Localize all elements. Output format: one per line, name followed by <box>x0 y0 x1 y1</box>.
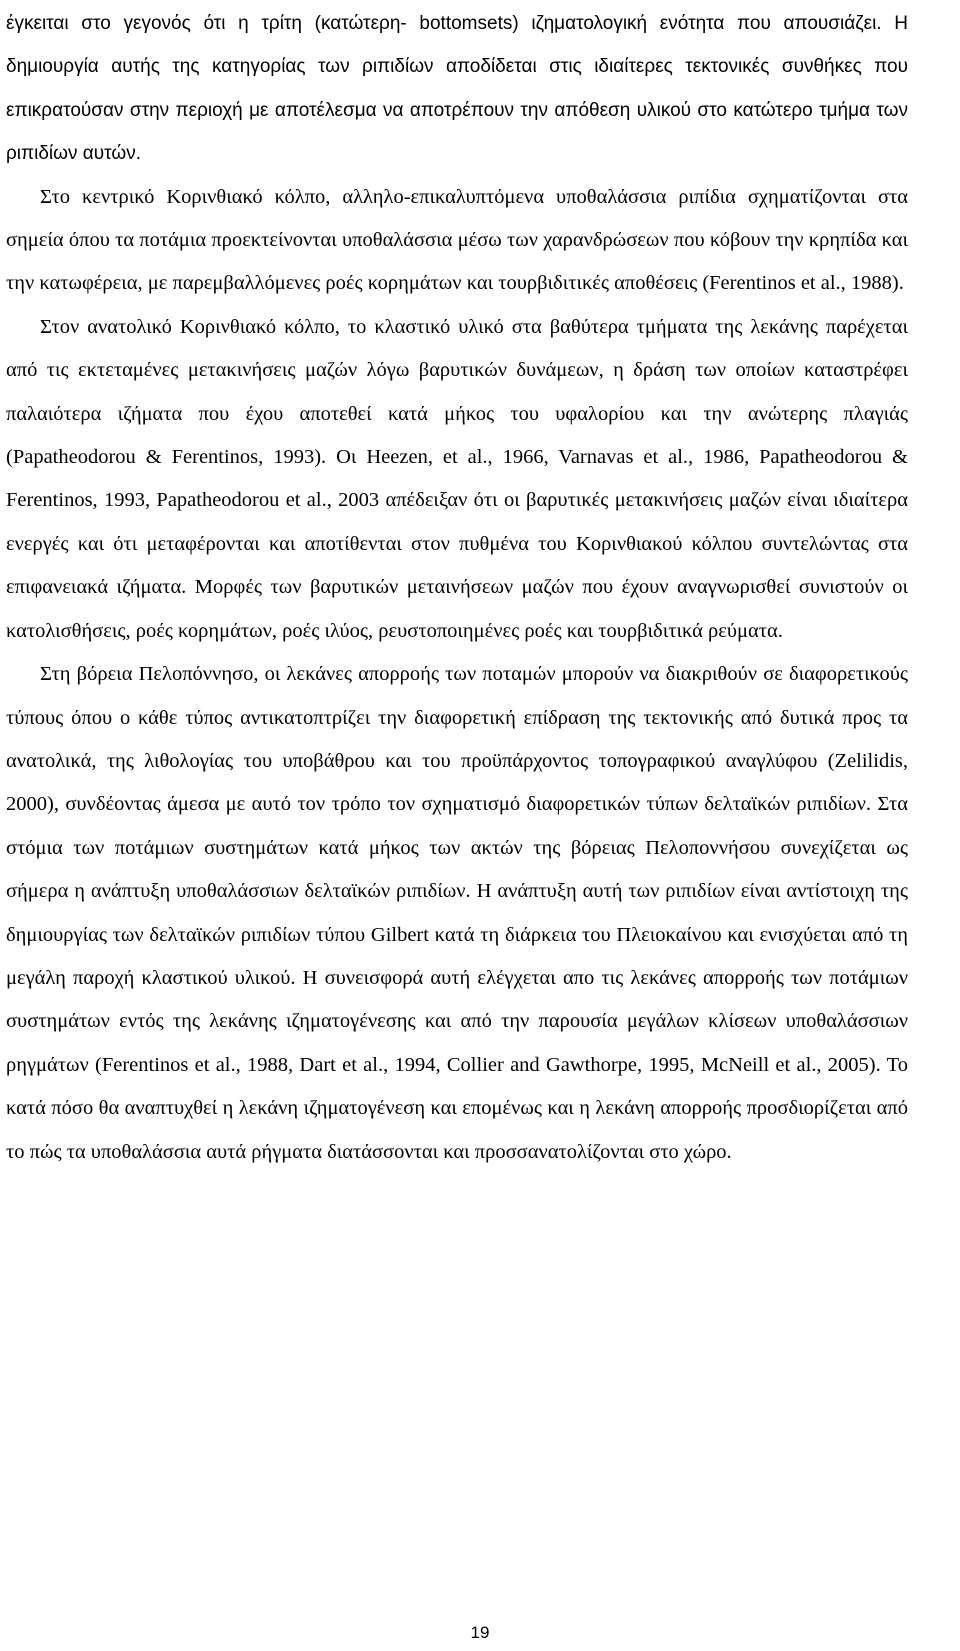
paragraph-eastern-corinth: Στον ανατολικό Κορινθιακό κόλπο, το κλαστικό υλικό στα βαθύτερα τμήματα της λεκάνης παρέχεται από τις εκτεταμένες μετακινήσεις μαζών λόγω βαρυτικών δυνάμεων, η δράση των οποίων καταστρέφει παλαιότερα ιζήματα που έχου αποτεθεί κατά μήκος του υφαλορίου και την ανώτερης πλαγιάς (Papatheodorou & Ferentinos, 1993). Οι Heezen, et al., 1966, Varnavas et al., 1986, Papatheodorou & Ferentinos, 1993, Papatheodorou et al., 2003 απέδειξαν ότι οι βαρυτικές μετακινήσεις μαζών είναι ιδιαίτερα ενεργές και ότι μεταφέρονται και αποτίθενται στον πυθμένα του Κορινθιακού κόλπου συντελώντας στα επιφανειακά ιζήματα. Μορφές των βαρυτικών μεταινήσεων μαζών που έχουν αναγνωρισθεί συνιστούν οι κατολισθήσεις, ροές κορημάτων, ροές ιλύος, ρευστοποιημένες ροές και τουρβιδιτικά ρεύματα. <box>6 315 908 642</box>
paragraph-continuation: έγκειται στο γεγονός ότι η τρίτη (κατώτερη- bottomsets) ιζηματολογική ενότητα που απουσιάζει. Η δημιουργία αυτής της κατηγορίας των ριπιδίων αποδίδεται στις ιδιαίτερες τεκτονικές συνθήκες που επικρατούσαν στην περιοχή με αποτέλεσμα να αποτρέπουν την απόθεση υλικού στο κατώτερο τμήμα των ριπιδίων αυτών. <box>6 13 908 165</box>
paragraph-northern-peloponnese: Στη βόρεια Πελοπόννησο, οι λεκάνες απορροής των ποταμών μπορούν να διακριθούν σε διαφορετικούς τύπους όπου ο κάθε τύπος αντικατοπτρίζει την διαφορετική επίδραση της τεκτονικής από δυτικά προς τα ανατολικά, της λιθολογίας του υποβάθρου και του προϋπάρχοντος τοπογραφικού αναγλύφου (Zelilidis, 2000), συνδέοντας άμεσα με αυτό τον τρόπο τον σχηματισμό διαφορετικών τύπων δελταϊκών ριπιδίων. Στα στόμια των ποτάμιων συστημάτων κατά μήκος των ακτών της βόρειας Πελοποννήσου συνεχίζεται ως σήμερα η ανάπτυξη υποθαλάσσιων δελταϊκών ριπιδίων. Η ανάπτυξη αυτή των ριπιδίων είναι αντίστοιχη της δημιουργίας των δελταϊκών ριπιδίων τύπου Gilbert κατά τη διάρκεια του Πλειοκαίνου και ενισχύεται από τη μεγάλη παροχή κλαστικού υλικού. Η συνεισφορά αυτή ελέγχεται απο τις λεκάνες απορροής των ποτάμιων συστημάτων εντός της λεκάνης ιζηματογένεσης και από την παρουσία μεγάλων κλίσεων υποθαλάσσιων ρηγμάτων (Ferentinos et al., 1988, Dart et al., 1994, Collier and Gawthorpe, 1995, McNeill et al., 2005). Το κατά πόσο θα αναπτυχθεί η λεκάνη ιζηματογένεση και επομένως και η λεκάνη απορροής προσδιορίζεται από το πώς τα υποθαλάσσια αυτά ρήγματα διατάσσονται και προσσανατολίζονται στο χώρο. <box>6 663 908 1163</box>
document-page <box>6 2 908 1174</box>
paragraph-central-corinth: Στο κεντρικό Κορινθιακό κόλπο, αλληλο-επικαλυπτόμενα υποθαλάσσια ριπίδια σχηματίζονται στα σημεία όπου τα ποτάμια προεκτείνονται υποθαλάσσια μέσω των χαρανδρώσεων που κόβουν την κρηπίδα και την κατωφέρεια, με παρεμβαλλόμενες ροές κορημάτων και τουρβιδιτικές αποθέσεις (Ferentinos et al., 1988). <box>6 185 908 295</box>
page-number: 19 <box>470 1623 490 1642</box>
